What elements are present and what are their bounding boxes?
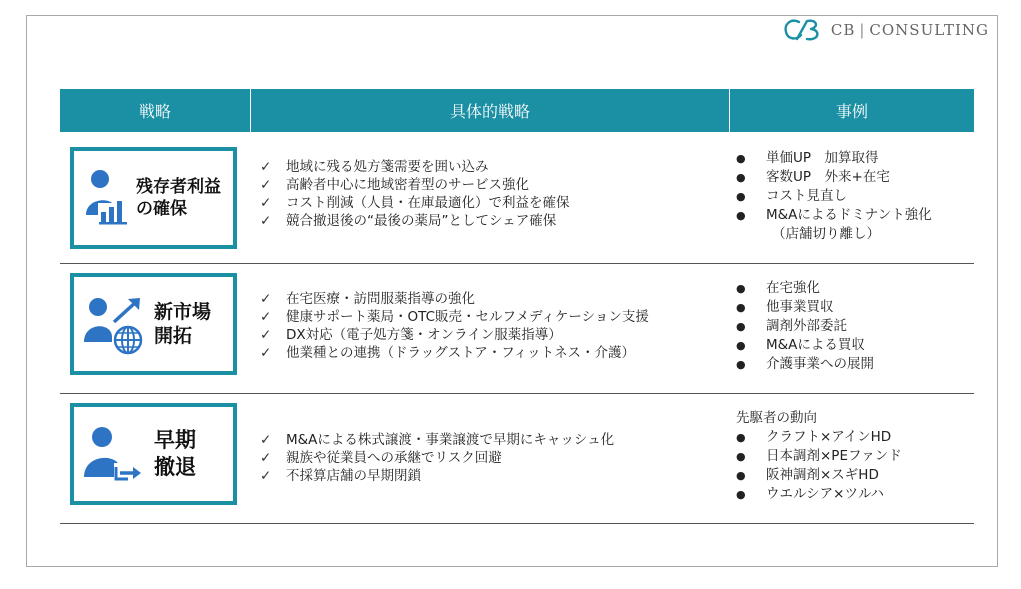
bullet-icon: ● xyxy=(736,488,746,501)
specific-strategy-list xyxy=(260,290,649,362)
check-icon: ✓ xyxy=(260,432,272,448)
examples-list xyxy=(736,279,874,374)
bullet-icon: ● xyxy=(736,152,746,165)
strategy-title-line2: の確保 xyxy=(136,199,187,219)
specific-strategy-list xyxy=(260,158,570,230)
list-item: ● 在宅強化 xyxy=(736,280,820,296)
list-item: ● ウエルシア×ツルハ xyxy=(736,486,885,502)
list-item: ● コスト見直し xyxy=(736,188,847,204)
bullet-icon: ● xyxy=(736,301,746,314)
check-icon: ✓ xyxy=(260,345,272,361)
list-item: ✓ 地域に残る処方箋需要を囲い込み xyxy=(260,159,489,175)
brand-logo xyxy=(783,18,989,42)
bullet-icon: ● xyxy=(736,450,746,463)
bullet-icon: ● xyxy=(736,282,746,295)
check-icon: ✓ xyxy=(260,309,272,325)
check-icon: ✓ xyxy=(260,468,272,484)
examples-list xyxy=(736,149,932,244)
list-item: ✓ 健康サポート薬局・OTC販売・セルフメディケーション支援 xyxy=(260,309,649,325)
bullet-icon: ● xyxy=(736,171,746,184)
strategy-title-line1: 新市場 xyxy=(154,301,212,323)
bullet-icon: ● xyxy=(736,320,746,333)
strategy-title-line1: 早期 xyxy=(154,428,196,452)
list-item: ● 単価UP 加算取得 xyxy=(736,150,879,166)
list-item: ✓ M&Aによる株式譲渡・事業譲渡で早期にキャッシュ化 xyxy=(260,432,615,448)
bullet-icon: ● xyxy=(736,209,746,222)
strategy-box xyxy=(70,273,237,375)
table-row-early-exit xyxy=(60,394,974,524)
bullet-icon: ● xyxy=(736,431,746,444)
example-continuation: （店舗切り離し） xyxy=(772,226,880,242)
strategy-box xyxy=(70,147,237,249)
check-icon: ✓ xyxy=(260,159,272,175)
check-icon: ✓ xyxy=(260,177,272,193)
header-strategy: 戦略 xyxy=(60,89,251,132)
list-item: ● クラフト×アインHD xyxy=(736,429,892,445)
bullet-icon: ● xyxy=(736,190,746,203)
cb-logo-icon xyxy=(783,18,823,42)
bullet-icon: ● xyxy=(736,339,746,352)
list-item: ● M&Aによる買収 xyxy=(736,337,865,353)
person-exit-arrow-icon xyxy=(84,423,144,485)
table-row-survivor-profit xyxy=(60,133,974,264)
check-icon: ✓ xyxy=(260,213,272,229)
person-globe-arrow-icon xyxy=(84,292,148,356)
list-item: ● 他事業買収 xyxy=(736,299,834,315)
strategy-title-line2: 撤退 xyxy=(154,455,196,479)
table-row-new-market xyxy=(60,264,974,394)
list-item: ✓ 高齢者中心に地域密着型のサービス強化 xyxy=(260,177,529,193)
header-specific-strategy: 具体的戦略 xyxy=(251,89,730,132)
brand-separator: | xyxy=(859,21,866,39)
table-header xyxy=(60,89,974,132)
person-growth-chart-icon xyxy=(84,167,130,229)
strategy-box xyxy=(70,403,237,505)
list-item: ✓ 在宅医療・訪問服薬指導の強化 xyxy=(260,291,475,307)
list-item: ● 介護事業への展開 xyxy=(736,356,874,372)
list-item: ✓ DX対応（電子処方箋・オンライン服薬指導） xyxy=(260,327,562,343)
list-item: ● 阪神調剤×スギHD xyxy=(736,467,879,483)
list-item: ✓ 他業種との連携（ドラッグストア・フィットネス・介護） xyxy=(260,345,635,361)
specific-strategy-list xyxy=(260,431,614,485)
check-icon: ✓ xyxy=(260,327,272,343)
brand-name-left: CB xyxy=(830,21,856,39)
list-item: ● M&Aによるドミナント強化 xyxy=(736,207,932,223)
list-item: ● 客数UP 外来+在宅 xyxy=(736,169,890,185)
list-item: ● 日本調剤×PEファンド xyxy=(736,448,902,464)
brand-name-right: CONSULTING xyxy=(869,21,989,39)
examples-list xyxy=(736,409,902,504)
check-icon: ✓ xyxy=(260,450,272,466)
list-item: ✓ 競合撤退後の“最後の薬局”としてシェア確保 xyxy=(260,213,557,229)
check-icon: ✓ xyxy=(260,291,272,307)
bullet-icon: ● xyxy=(736,358,746,371)
strategy-title xyxy=(136,176,221,220)
examples-heading: 先駆者の動向 xyxy=(736,410,817,426)
list-item: ● 調剤外部委託 xyxy=(736,318,847,334)
check-icon: ✓ xyxy=(260,195,272,211)
header-examples: 事例 xyxy=(835,102,868,121)
strategy-title-line2: 開拓 xyxy=(154,325,193,347)
bullet-icon: ● xyxy=(736,469,746,482)
strategy-title xyxy=(154,427,196,481)
strategy-title-line1: 残存者利益 xyxy=(136,177,221,197)
list-item: ✓ 親族や従業員への承継でリスク回避 xyxy=(260,450,502,466)
strategy-title xyxy=(154,300,211,348)
list-item: ✓ 不採算店舗の早期閉鎖 xyxy=(260,468,421,484)
list-item: ✓ コスト削減（人員・在庫最適化）で利益を確保 xyxy=(260,195,570,211)
